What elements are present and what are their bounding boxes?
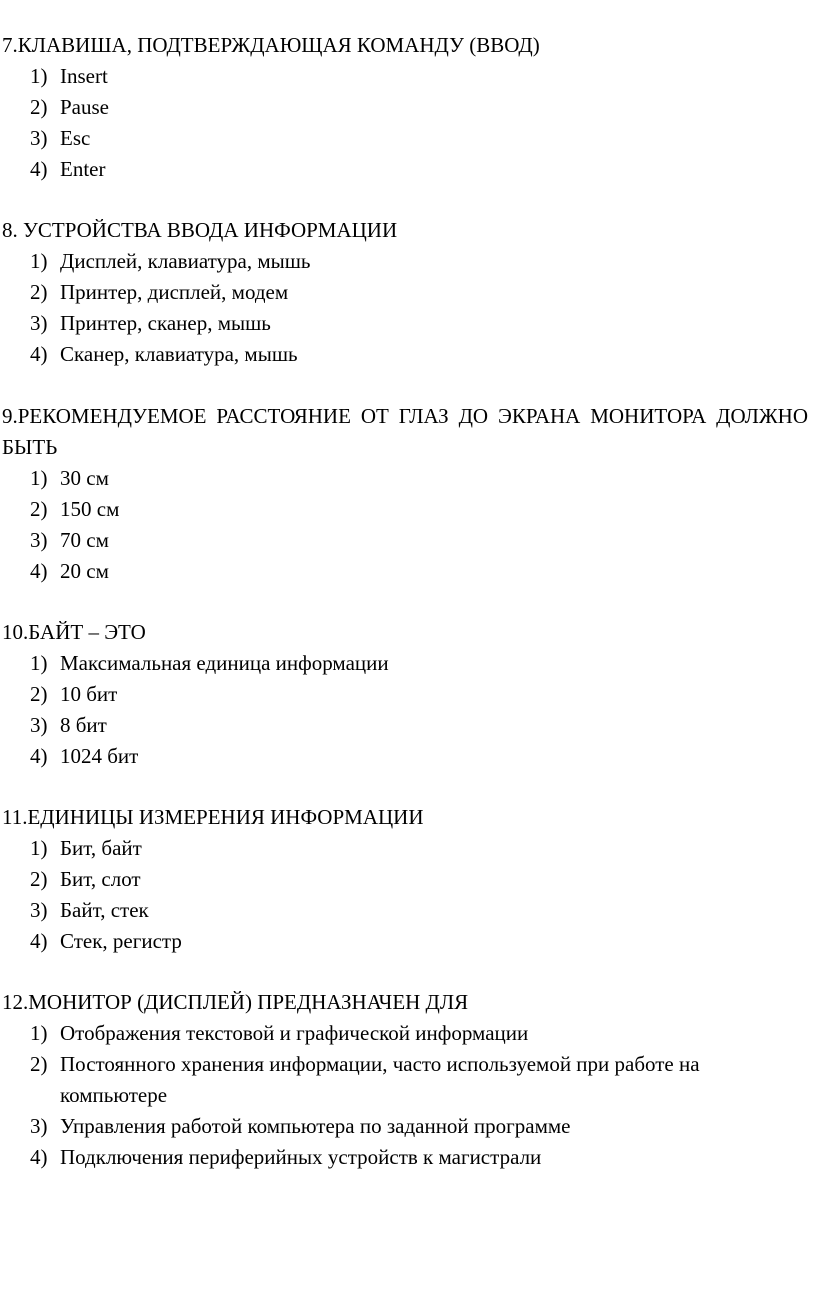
option-number: 1) [30, 836, 48, 860]
option-number: 2) [30, 1052, 48, 1076]
option-text: Insert [60, 64, 108, 88]
option-number: 2) [30, 280, 48, 304]
answer-option [0, 833, 808, 864]
option-text: Управления работой компьютера по заданной программе [60, 1114, 571, 1138]
option-text: 30 см [60, 466, 109, 490]
option-number: 3) [30, 311, 48, 335]
answer-list [0, 1018, 808, 1173]
option-number: 4) [30, 157, 48, 181]
question-10 [0, 617, 808, 772]
answer-option [0, 463, 808, 494]
option-number: 1) [30, 651, 48, 675]
option-text: Бит, байт [60, 836, 142, 860]
answer-option [0, 864, 808, 895]
answer-option [0, 123, 808, 154]
question-title: 12.МОНИТОР (ДИСПЛЕЙ) ПРЕДНАЗНАЧЕН ДЛЯ [2, 990, 469, 1014]
option-number: 2) [30, 682, 48, 706]
option-text: 150 см [60, 497, 120, 521]
option-number: 4) [30, 1145, 48, 1169]
option-number: 4) [30, 744, 48, 768]
option-number: 3) [30, 1114, 48, 1138]
answer-option [0, 525, 808, 556]
answer-option [0, 741, 808, 772]
option-number: 3) [30, 713, 48, 737]
option-number: 2) [30, 497, 48, 521]
question-7 [0, 30, 808, 185]
question-title: 10.БАЙТ – ЭТО [2, 620, 146, 644]
answer-list [0, 833, 808, 957]
option-number: 2) [30, 95, 48, 119]
option-number: 3) [30, 528, 48, 552]
answer-list [0, 61, 808, 185]
option-text: Принтер, дисплей, модем [60, 280, 289, 304]
answer-list [0, 648, 808, 772]
option-text: Байт, стек [60, 898, 149, 922]
option-text: 20 см [60, 559, 109, 583]
question-11 [0, 802, 808, 957]
option-text: 70 см [60, 528, 109, 552]
option-number: 4) [30, 929, 48, 953]
answer-option [0, 556, 808, 587]
option-text: Отображения текстовой и графической информации [60, 1021, 529, 1045]
option-number: 1) [30, 1021, 48, 1045]
answer-list [0, 463, 808, 587]
answer-option [0, 154, 808, 185]
option-number: 1) [30, 466, 48, 490]
answer-option [0, 1111, 808, 1142]
answer-option [0, 1142, 808, 1173]
option-text: Принтер, сканер, мышь [60, 311, 271, 335]
answer-option [0, 246, 808, 277]
question-title: 8. УСТРОЙСТВА ВВОДА ИНФОРМАЦИИ [2, 218, 398, 242]
question-9 [0, 401, 808, 587]
question-8 [0, 215, 808, 370]
option-text: Pause [60, 95, 109, 119]
answer-option [0, 1049, 808, 1111]
option-number: 1) [30, 64, 48, 88]
option-text: Подключения периферийных устройств к магистрали [60, 1145, 542, 1169]
answer-option [0, 494, 808, 525]
answer-option [0, 277, 808, 308]
question-title: 7.КЛАВИША, ПОДТВЕРЖДАЮЩАЯ КОМАНДУ (ВВОД) [2, 33, 540, 57]
option-number: 2) [30, 867, 48, 891]
answer-option [0, 926, 808, 957]
answer-option [0, 895, 808, 926]
question-title: 9.РЕКОМЕНДУЕМОЕ РАССТОЯНИЕ ОТ ГЛАЗ ДО ЭКРАНА МОНИТОРА ДОЛЖНО БЫТЬ [2, 404, 808, 459]
option-text: Дисплей, клавиатура, мышь [60, 249, 311, 273]
question-12 [0, 987, 808, 1173]
option-text: 10 бит [60, 682, 118, 706]
option-text: Максимальная единица информации [60, 651, 389, 675]
answer-option [0, 710, 808, 741]
answer-option [0, 339, 808, 370]
option-text: 1024 бит [60, 744, 139, 768]
option-text: Постоянного хранения информации, часто используемой при работе на компьютере [60, 1052, 700, 1107]
option-number: 3) [30, 898, 48, 922]
answer-list [0, 246, 808, 370]
option-number: 1) [30, 249, 48, 273]
answer-option [0, 679, 808, 710]
option-text: Сканер, клавиатура, мышь [60, 342, 298, 366]
option-text: Стек, регистр [60, 929, 182, 953]
option-number: 4) [30, 342, 48, 366]
option-number: 4) [30, 559, 48, 583]
option-number: 3) [30, 126, 48, 150]
option-text: Enter [60, 157, 106, 181]
option-text: Esc [60, 126, 91, 150]
answer-option [0, 92, 808, 123]
option-text: 8 бит [60, 713, 107, 737]
answer-option [0, 61, 808, 92]
answer-option [0, 1018, 808, 1049]
question-title: 11.ЕДИНИЦЫ ИЗМЕРЕНИЯ ИНФОРМАЦИИ [2, 805, 424, 829]
option-text: Бит, слот [60, 867, 141, 891]
answer-option [0, 648, 808, 679]
answer-option [0, 308, 808, 339]
